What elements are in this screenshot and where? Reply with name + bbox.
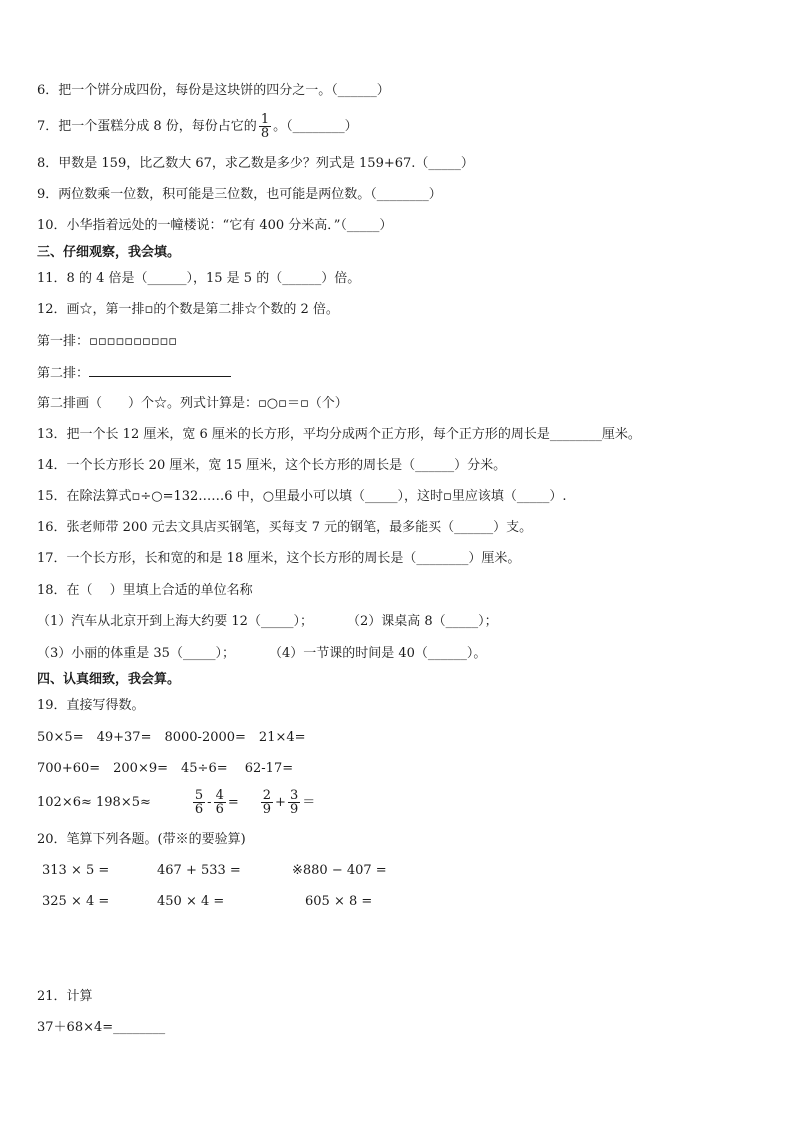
question-20: 20．笔算下列各题。(带※的要验算) [37,832,246,847]
question-18-row-1 [37,613,498,631]
row-2-label: 第二排： [37,366,90,381]
question-7 [37,110,358,144]
question-7-blank: 。（________） [273,119,358,134]
question-7-text: 7．把一个蛋糕分成 8 份，每份占它的 [37,119,257,134]
row-1 [37,333,177,351]
fraction-numerator: 4 [215,788,224,803]
question-13: 13．把一个长 12 厘米，宽 6 厘米的长方形，平均分成两个正方形，每个正方形的周长是________厘米。 [37,427,641,442]
fraction-2-9 [261,789,273,816]
row-1-squares: ▫▫▫▫▫▫▫▫▫▫ [89,334,178,349]
question-18-part-4: （4）一节课的时间是 40（______）。 [268,646,487,661]
question-16: 16．张老师带 200 元去文具店买钢笔，买每支 7 元的钢笔，最多能买（______）支。 [37,520,533,535]
row-1-label: 第一排： [37,334,90,349]
question-18-part-1: （1）汽车从北京开到上海大约要 12（_____）； [37,614,313,629]
question-9: 9．两位数乘一位数，积可能是三位数，也可能是两位数。（________） [37,187,442,202]
question-12: 12．画☆，第一排▫的个数是第二排☆个数的 2 倍。 [37,302,339,317]
question-15: 15．在除法算式▫÷○=132……6 中，○里最小可以填（_____），这时▫里应该填（_____）. [37,489,567,504]
equals-sign: ＝ [302,795,316,810]
fraction-3-9 [288,789,300,816]
question-21: 21．计算 [37,989,93,1004]
fraction-denominator: 9 [289,802,299,817]
oral-calc-row-1: 50×5= 49+37= 8000-2000= 21×4= [37,730,306,745]
fraction-denominator: 6 [194,802,204,817]
question-11: 11．8 的 4 倍是（______），15 是 5 的（______）倍。 [37,271,361,286]
fraction-numerator: 3 [289,788,299,803]
written-calc-3: ※880 − 407 = [292,863,387,878]
written-calc-5: 450 × 4 = [157,894,225,909]
question-19: 19．直接写得数。 [37,698,145,713]
question-18: 18．在（ ）里填上合适的单位名称 [37,583,253,598]
question-8: 8．甲数是 159，比乙数大 67，求乙数是多少？列式是 159+67.（_____） [37,156,474,171]
written-calc-4: 325 × 4 = [42,894,110,909]
row-2-count-question: 第二排画（ ）个☆。列式计算是：▫○▫＝▫（个） [37,396,348,411]
oral-calc-row-2: 700+60= 200×9= 45÷6= 62-17= [37,761,294,776]
question-18-part-2: （2）课桌高 8（_____）； [346,614,498,629]
fraction-denominator: 9 [262,802,272,817]
written-calc-6: 605 × 8 = [305,894,373,909]
question-14: 14．一个长方形长 20 厘米，宽 15 厘米，这个长方形的周长是（______）分米。 [37,458,507,473]
question-18-row-2 [37,645,486,663]
question-6: 6．把一个饼分成四份，每份是这块饼的四分之一。（______） [37,83,390,98]
question-17: 17．一个长方形，长和宽的和是 18 厘米，这个长方形的周长是（________）厘米。 [37,551,521,566]
fraction-denominator: 8 [260,126,270,141]
fraction-4-6 [214,789,226,816]
fraction-denominator: 6 [215,802,224,817]
question-18-part-3: （3）小丽的体重是 35（_____）； [37,646,235,661]
row-2-answer-line[interactable] [89,364,231,377]
question-10: 10．小华指着远处的一幢楼说：“它有 400 分米高．”（_____） [37,218,393,233]
fraction-5-6 [193,789,205,816]
plus-sign: + [275,795,286,810]
fraction-numerator: 1 [260,112,270,127]
estimate-expressions: 102×6≈ 198×5≈ [37,795,151,810]
fraction-numerator: 5 [194,788,204,803]
row-2 [37,364,231,383]
fraction-one-eighth [259,113,271,140]
question-21-expression: 37＋68×4=________ [37,1020,166,1035]
written-calc-1: 313 × 5 = [42,863,110,878]
fraction-numerator: 2 [262,788,272,803]
oral-calc-row-3 [37,786,315,820]
equals-sign: = [227,795,239,810]
section-3-heading: 三、仔细观察，我会填。 [37,245,181,260]
minus-sign: - [207,795,212,810]
written-calc-2: 467 + 533 = [157,863,241,878]
section-4-heading: 四、认真细致，我会算。 [37,672,181,687]
